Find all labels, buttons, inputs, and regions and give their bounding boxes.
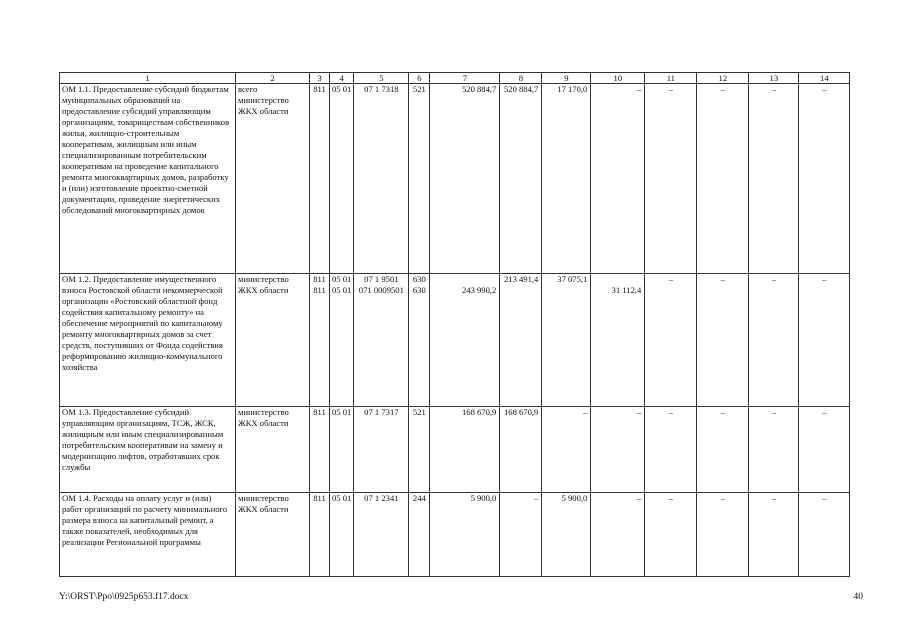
total-amount-cell bbox=[430, 274, 500, 407]
column-number-header: 4 bbox=[330, 73, 354, 84]
total-amount-cell bbox=[430, 84, 500, 274]
cell-value: – bbox=[720, 274, 725, 284]
grbs-cell bbox=[310, 84, 330, 274]
year-amount-cell bbox=[542, 407, 591, 493]
footer-page-number: 40 bbox=[853, 592, 863, 602]
cell-value: 811 bbox=[313, 274, 326, 284]
cell-value: – bbox=[668, 274, 673, 284]
year-amount-cell bbox=[542, 493, 591, 577]
table-row bbox=[60, 407, 850, 493]
grbs-cell bbox=[310, 407, 330, 493]
vr-cell bbox=[409, 84, 430, 274]
cell-value: 520 884,7 bbox=[461, 84, 497, 94]
column-number-header: 9 bbox=[542, 73, 591, 84]
cell-value: 071 0009501 bbox=[358, 285, 404, 295]
column-number-header: 12 bbox=[697, 73, 749, 84]
cell-value: – bbox=[720, 84, 725, 94]
cell-value: – bbox=[720, 407, 725, 417]
column-number-header: 10 bbox=[591, 73, 645, 84]
year-amount-cell bbox=[591, 84, 645, 274]
cell-value: 5 900,0 bbox=[561, 493, 588, 503]
year-amount-cell bbox=[645, 493, 697, 577]
csr-cell bbox=[354, 407, 409, 493]
column-number-header: 2 bbox=[236, 73, 310, 84]
cell-value bbox=[593, 274, 641, 285]
budget-table-container bbox=[59, 72, 850, 577]
responsible-executor-cell: министерство ЖКХ области bbox=[236, 274, 310, 407]
cell-value: – bbox=[637, 84, 642, 94]
activity-name-cell: ОМ 1.4. Расходы на оплату услуг и (или) работ организаций по расчету минимального размера взноса на капитальный ремонт, а также показателей, необходимых для реализации Региональной программы bbox=[60, 493, 236, 577]
activity-name-cell: ОМ 1.2. Предоставление имущественного взноса Ростовской области некоммерческой организации «Ростовский областной фонд содействия капитальному ремонту» на обеспечение мероприятий по капитальному ремонту многоквартирных домов за счет средств, поступивших от Фонда содействия реформированию жилищно-коммунального хозяйства bbox=[60, 274, 236, 407]
cell-value: 31 112,4 bbox=[611, 285, 642, 295]
year-amount-cell bbox=[500, 84, 542, 274]
year-amount-cell bbox=[799, 407, 850, 493]
year-amount-cell bbox=[591, 407, 645, 493]
cell-value: – bbox=[668, 407, 673, 417]
cell-value: – bbox=[534, 493, 539, 503]
cell-value: 213 491,4 bbox=[503, 274, 539, 284]
column-number-header: 11 bbox=[645, 73, 697, 84]
cell-value: 37 075,1 bbox=[557, 274, 588, 284]
table-header-row bbox=[60, 73, 850, 84]
cell-value: 07 1 2341 bbox=[364, 493, 399, 503]
year-amount-cell bbox=[500, 407, 542, 493]
rzpr-cell bbox=[330, 84, 354, 274]
cell-value: – bbox=[668, 493, 673, 503]
table-row bbox=[60, 493, 850, 577]
year-amount-cell bbox=[749, 274, 799, 407]
cell-value: – bbox=[771, 84, 776, 94]
vr-cell bbox=[409, 274, 430, 407]
activity-name-cell: ОМ 1.1. Предоставление субсидий бюджетам муниципальных образований на предоставление субсидий управляющим организациям, товариществам собственников жилья, жилищно-строительным кооперативам, жилищным или иным специализированным потребительским кооперативам на проведение капитального ремонта многоквартирных домов, разработку и (или) изготовление проектно-сметной документации, проведение энергетических обследований многоквартирных домов bbox=[60, 84, 236, 274]
vr-cell bbox=[409, 493, 430, 577]
year-amount-cell bbox=[645, 84, 697, 274]
cell-value: 168 670,9 bbox=[461, 407, 497, 417]
cell-value: 811 bbox=[313, 285, 326, 295]
cell-value bbox=[432, 274, 496, 285]
year-amount-cell bbox=[542, 274, 591, 407]
cell-value: 630 bbox=[412, 274, 426, 284]
footer-file-path: Y:\ORST\Ppo\0925p653.f17.docx bbox=[59, 592, 189, 602]
cell-value bbox=[502, 285, 538, 296]
column-number-header: 6 bbox=[409, 73, 430, 84]
year-amount-cell bbox=[697, 84, 749, 274]
cell-value: – bbox=[822, 493, 827, 503]
year-amount-cell bbox=[697, 493, 749, 577]
year-amount-cell bbox=[799, 84, 850, 274]
cell-value: 811 bbox=[313, 407, 326, 417]
cell-value: – bbox=[720, 493, 725, 503]
cell-value: – bbox=[668, 84, 673, 94]
year-amount-cell bbox=[799, 493, 850, 577]
cell-value: – bbox=[822, 84, 827, 94]
cell-value bbox=[544, 285, 587, 296]
cell-value: – bbox=[771, 493, 776, 503]
grbs-cell bbox=[310, 274, 330, 407]
budget-table bbox=[59, 72, 850, 577]
year-amount-cell bbox=[749, 84, 799, 274]
year-amount-cell bbox=[749, 493, 799, 577]
year-amount-cell bbox=[697, 274, 749, 407]
responsible-executor-cell: министерство ЖКХ области bbox=[236, 493, 310, 577]
responsible-executor-cell: всего министерство ЖКХ области bbox=[236, 84, 310, 274]
cell-value: 05 01 bbox=[332, 493, 352, 503]
cell-value: 630 bbox=[412, 285, 426, 295]
year-amount-cell bbox=[542, 84, 591, 274]
rzpr-cell bbox=[330, 493, 354, 577]
vr-cell bbox=[409, 407, 430, 493]
cell-value: 811 bbox=[313, 84, 326, 94]
rzpr-cell bbox=[330, 274, 354, 407]
cell-value: – bbox=[583, 407, 588, 417]
cell-value: – bbox=[771, 274, 776, 284]
cell-value: – bbox=[822, 274, 827, 284]
year-amount-cell bbox=[500, 493, 542, 577]
cell-value: 811 bbox=[313, 493, 326, 503]
cell-value: 07 1 9501 bbox=[364, 274, 399, 284]
year-amount-cell bbox=[749, 407, 799, 493]
total-amount-cell bbox=[430, 407, 500, 493]
year-amount-cell bbox=[645, 407, 697, 493]
cell-value: – bbox=[822, 407, 827, 417]
column-number-header: 7 bbox=[430, 73, 500, 84]
year-amount-cell bbox=[799, 274, 850, 407]
year-amount-cell bbox=[591, 274, 645, 407]
year-amount-cell bbox=[500, 274, 542, 407]
column-number-header: 5 bbox=[354, 73, 409, 84]
cell-value: 17 170,0 bbox=[557, 84, 588, 94]
activity-name-cell: ОМ 1.3. Предоставление субсидий управляющим организациям, ТСЖ, ЖСК, жилищным или иным специализированным потребительским кооперативам на замену и модернизацию лифтов, отработавших срок службы bbox=[60, 407, 236, 493]
rzpr-cell bbox=[330, 407, 354, 493]
cell-value: – bbox=[637, 407, 642, 417]
cell-value: 05 01 bbox=[332, 274, 352, 284]
cell-value: 5 900,0 bbox=[470, 493, 497, 503]
column-number-header: 13 bbox=[749, 73, 799, 84]
cell-value: 244 bbox=[412, 493, 426, 503]
table-row bbox=[60, 84, 850, 274]
year-amount-cell bbox=[697, 407, 749, 493]
csr-cell bbox=[354, 274, 409, 407]
column-number-header: 3 bbox=[310, 73, 330, 84]
cell-value: 521 bbox=[412, 407, 426, 417]
csr-cell bbox=[354, 493, 409, 577]
cell-value: 05 01 bbox=[332, 84, 352, 94]
year-amount-cell bbox=[591, 493, 645, 577]
year-amount-cell bbox=[645, 274, 697, 407]
cell-value: – bbox=[637, 493, 642, 503]
cell-value: 07 1 7318 bbox=[364, 84, 399, 94]
cell-value: 05 01 bbox=[332, 285, 352, 295]
column-number-header: 8 bbox=[500, 73, 542, 84]
cell-value: 520 884,7 bbox=[503, 84, 539, 94]
table-row bbox=[60, 274, 850, 407]
grbs-cell bbox=[310, 493, 330, 577]
cell-value: 07 1 7317 bbox=[364, 407, 399, 417]
column-number-header: 1 bbox=[60, 73, 236, 84]
cell-value: – bbox=[771, 407, 776, 417]
cell-value: 168 670,9 bbox=[503, 407, 539, 417]
responsible-executor-cell: министерство ЖКХ области bbox=[236, 407, 310, 493]
total-amount-cell bbox=[430, 493, 500, 577]
cell-value: 05 01 bbox=[332, 407, 352, 417]
column-number-header: 14 bbox=[799, 73, 850, 84]
csr-cell bbox=[354, 84, 409, 274]
cell-value: 243 990,2 bbox=[461, 285, 497, 295]
cell-value: 521 bbox=[412, 84, 426, 94]
